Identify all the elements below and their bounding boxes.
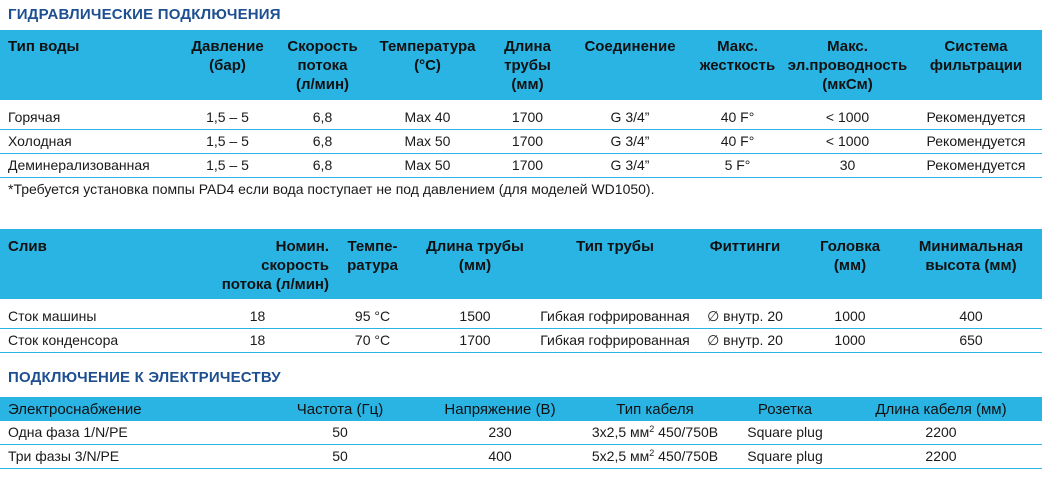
head-cell: 1000 <box>800 305 900 329</box>
hydraulic-header <box>275 30 370 100</box>
header-line: эл.проводность <box>787 57 908 74</box>
flow-cell: 6,8 <box>275 130 370 154</box>
header-line: Макс. <box>827 38 868 55</box>
pressure-cell: 1,5 – 5 <box>180 130 275 154</box>
header-line: Температура <box>379 38 476 55</box>
electric-table <box>0 397 1042 469</box>
temperature-cell: 95 °C <box>335 305 410 329</box>
water-type-cell: Деминерализованная <box>0 154 180 178</box>
socket-cell: Square plug <box>730 421 840 445</box>
supply-cell: Три фазы 3/N/PE <box>0 445 260 469</box>
cable-superscript: 2 <box>649 424 655 434</box>
header-line: Минимальная <box>918 238 1024 255</box>
filtration-cell: Рекомендуется <box>910 106 1042 130</box>
min-height-cell: 650 <box>900 329 1042 353</box>
temperature-cell: 70 °C <box>335 329 410 353</box>
cable-rating: 450/750В <box>654 448 719 464</box>
hardness-cell: 5 F° <box>690 154 785 178</box>
voltage-cell: 400 <box>420 445 580 469</box>
supply-cell: Одна фаза 1/N/PE <box>0 421 260 445</box>
drain-name-cell: Сток конденсора <box>0 329 180 353</box>
header-line: трубы <box>504 57 551 74</box>
cable-rating: 450/750В <box>654 424 719 440</box>
header-line: скорость <box>261 257 329 274</box>
cable-length-cell: 2200 <box>840 445 1042 469</box>
head-cell: 1000 <box>800 329 900 353</box>
temperature-cell: Max 40 <box>370 106 485 130</box>
drain-header-row <box>0 229 1042 299</box>
cable-type-cell <box>580 445 730 469</box>
header-line: Слив <box>8 238 47 255</box>
drain-header <box>335 229 410 299</box>
electric-header: Электроснабжение <box>0 397 260 421</box>
header-line: Темпе- <box>347 238 398 255</box>
hydraulic-header <box>485 30 570 100</box>
drain-table <box>0 229 1042 353</box>
hydraulic-section-title: ГИДРАВЛИЧЕСКИЕ ПОДКЛЮЧЕНИЯ <box>8 6 281 23</box>
cable-superscript: 2 <box>649 448 655 458</box>
header-line: фильтрации <box>929 57 1023 74</box>
water-type-cell: Холодная <box>0 130 180 154</box>
drain-name-cell: Сток машины <box>0 305 180 329</box>
cable-spec: 5x2,5 мм <box>591 448 650 464</box>
header-line: (мм) <box>833 257 867 274</box>
header-line: Соединение <box>584 38 676 55</box>
hydraulic-header <box>370 30 485 100</box>
header-line: (бар) <box>209 57 246 74</box>
header-line: (°C) <box>414 57 441 74</box>
table-row <box>0 445 1042 469</box>
connection-cell: G 3/4” <box>570 106 690 130</box>
pipe-length-cell: 1700 <box>485 154 570 178</box>
hydraulic-header <box>910 30 1042 100</box>
table-row <box>0 421 1042 445</box>
hardness-cell: 40 F° <box>690 106 785 130</box>
header-line: (мкСм) <box>822 76 873 93</box>
drain-header <box>410 229 540 299</box>
electric-header: Тип кабеля <box>580 397 730 421</box>
filtration-cell: Рекомендуется <box>910 130 1042 154</box>
header-line: (л/мин) <box>295 76 350 93</box>
table-row <box>0 130 1042 154</box>
drain-header <box>0 229 180 299</box>
voltage-cell: 230 <box>420 421 580 445</box>
header-line: Тип трубы <box>576 238 654 255</box>
header-line: Фиттинги <box>709 238 781 255</box>
header-line: Система <box>944 38 1008 55</box>
flow-cell: 18 <box>180 305 335 329</box>
electric-header: Частота (Гц) <box>260 397 420 421</box>
cable-length-cell: 2200 <box>840 421 1042 445</box>
fitting-cell: ∅ внутр. 20 <box>690 329 800 353</box>
pipe-length-cell: 1700 <box>485 106 570 130</box>
header-line: Длина трубы <box>426 238 524 255</box>
table-row <box>0 154 1042 178</box>
header-line: Давление <box>191 38 264 55</box>
header-line: потока <box>297 57 348 74</box>
conductivity-cell: < 1000 <box>785 130 910 154</box>
drain-header <box>540 229 690 299</box>
drain-header <box>900 229 1042 299</box>
hydraulic-header <box>0 30 180 100</box>
hardness-cell: 40 F° <box>690 130 785 154</box>
pipe-type-cell: Гибкая гофрированная <box>540 329 690 353</box>
footnote: *Требуется установка помпы PAD4 если вода поступает не под давлением (для моделей WD1050). <box>8 181 655 197</box>
header-line: Скорость <box>287 38 358 55</box>
header-line: потока (л/мин) <box>221 276 329 293</box>
conductivity-cell: 30 <box>785 154 910 178</box>
water-type-cell: Горячая <box>0 106 180 130</box>
drain-header <box>800 229 900 299</box>
header-line: Длина <box>504 38 551 55</box>
header-line: (мм) <box>511 76 544 93</box>
table-row <box>0 305 1042 329</box>
drain-header <box>690 229 800 299</box>
socket-cell: Square plug <box>730 445 840 469</box>
fitting-cell: ∅ внутр. 20 <box>690 305 800 329</box>
cable-spec: 3x2,5 мм <box>591 424 650 440</box>
header-line: Тип воды <box>8 38 80 55</box>
header-line: Головка <box>819 238 881 255</box>
drain-header <box>180 229 335 299</box>
temperature-cell: Max 50 <box>370 154 485 178</box>
min-height-cell: 400 <box>900 305 1042 329</box>
electric-header-row <box>0 397 1042 421</box>
connection-cell: G 3/4” <box>570 130 690 154</box>
header-line: (мм) <box>458 257 492 274</box>
hydraulic-header <box>785 30 910 100</box>
header-line: Макс. <box>717 38 758 55</box>
header-line: Номин. <box>275 238 329 255</box>
pipe-type-cell: Гибкая гофрированная <box>540 305 690 329</box>
header-line: высота (мм) <box>925 257 1017 274</box>
filtration-cell: Рекомендуется <box>910 154 1042 178</box>
electric-header: Розетка <box>730 397 840 421</box>
hydraulic-header-row <box>0 30 1042 100</box>
pipe-length-cell: 1700 <box>485 130 570 154</box>
flow-cell: 18 <box>180 329 335 353</box>
connection-cell: G 3/4” <box>570 154 690 178</box>
frequency-cell: 50 <box>260 421 420 445</box>
header-line: жесткость <box>699 57 776 74</box>
temperature-cell: Max 50 <box>370 130 485 154</box>
table-row <box>0 106 1042 130</box>
electric-header: Напряжение (В) <box>420 397 580 421</box>
hydraulic-header <box>690 30 785 100</box>
table-row <box>0 329 1042 353</box>
pipe-length-cell: 1700 <box>410 329 540 353</box>
header-line: ратура <box>347 257 398 274</box>
flow-cell: 6,8 <box>275 154 370 178</box>
conductivity-cell: < 1000 <box>785 106 910 130</box>
flow-cell: 6,8 <box>275 106 370 130</box>
electric-header: Длина кабеля (мм) <box>840 397 1042 421</box>
hydraulic-table <box>0 30 1042 178</box>
pressure-cell: 1,5 – 5 <box>180 154 275 178</box>
pipe-length-cell: 1500 <box>410 305 540 329</box>
hydraulic-header <box>570 30 690 100</box>
frequency-cell: 50 <box>260 445 420 469</box>
cable-type-cell <box>580 421 730 445</box>
electric-section-title: ПОДКЛЮЧЕНИЕ К ЭЛЕКТРИЧЕСТВУ <box>8 369 281 386</box>
pressure-cell: 1,5 – 5 <box>180 106 275 130</box>
hydraulic-header <box>180 30 275 100</box>
